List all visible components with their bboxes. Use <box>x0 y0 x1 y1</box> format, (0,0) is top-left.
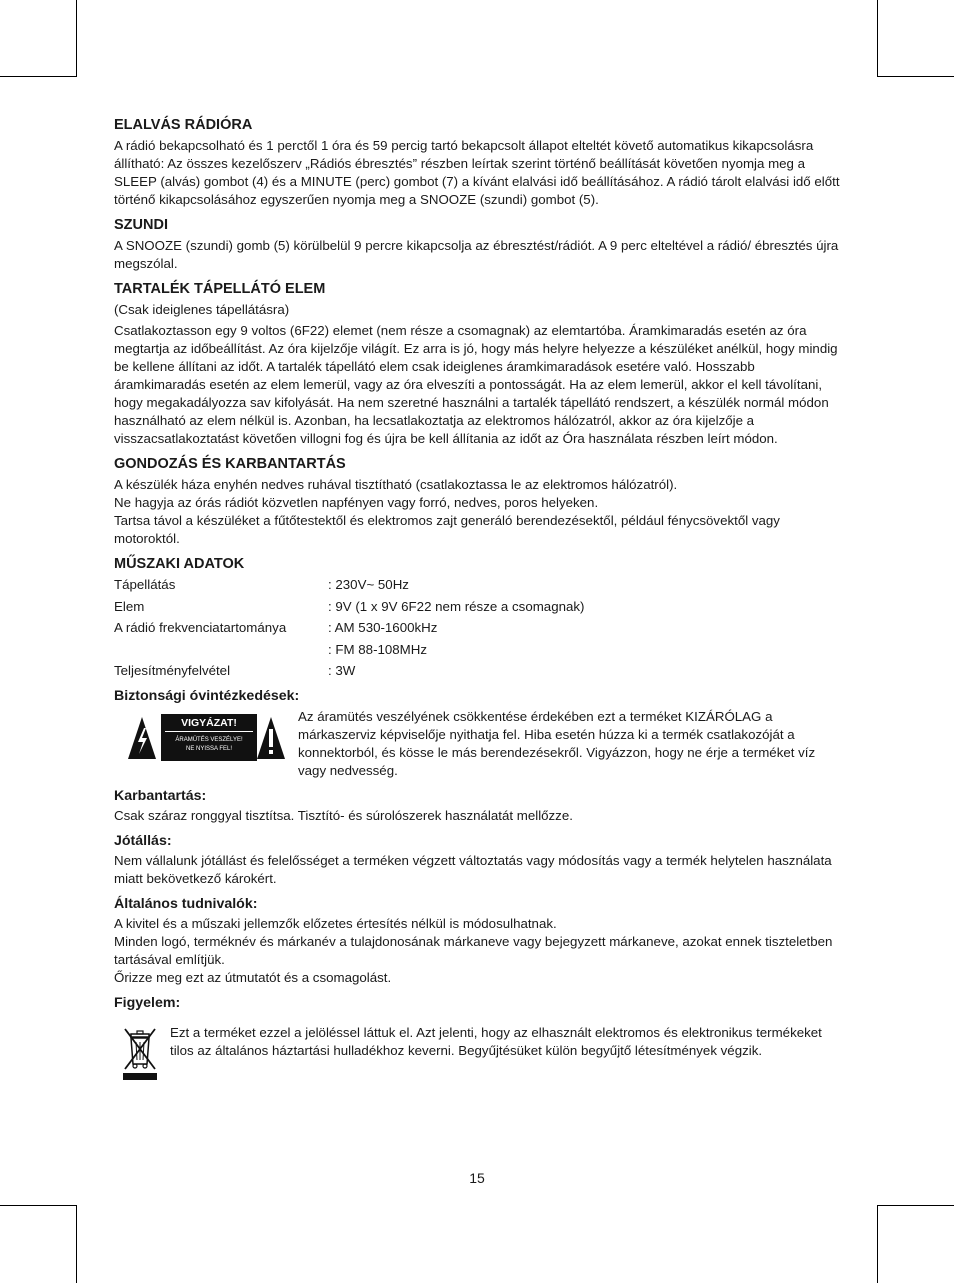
weee-icon-wrap <box>114 1024 170 1085</box>
section-title: TARTALÉK TÁPELLÁTÓ ELEM <box>114 281 326 297</box>
section-title: Jótállás: <box>114 833 172 849</box>
caution-line: NE NYISSA FEL! <box>185 746 233 752</box>
section-title: MŰSZAKI ADATOK <box>114 556 245 572</box>
section-title: ELALVÁS RÁDIÓRA <box>114 117 253 133</box>
section-text: Az áramütés veszélyének csökkentése érdekében ezt a terméket KIZÁRÓLAG a márkaszerviz képviselője nyithatja fel. Hiba esetén húzza ki a termék csatlakozóját a konnektorból, és kösse le más berendezésekről. Vigyázzon, hogy ne érje a terméket víz vagy nedvesség. <box>298 709 816 778</box>
section-line: A készülék háza enyhén nedves ruhával tisztítható (csatlakoztassa le az elektromos hálózatról). <box>114 477 678 492</box>
section-text: Ezt a terméket ezzel a jelöléssel láttuk el. Azt jelenti, hogy az elhasznált elektromos és elektronikus termékeket tilos az általános háztartási hulladékhoz keverni. Begyűjtésüket külön begyűjtő létesítmények végzik. <box>170 1025 822 1058</box>
caution-label-graphic <box>114 714 298 764</box>
section-note: (Csak ideiglenes tápellátásra) <box>114 302 290 317</box>
section-line: Tartsa távol a készüléket a fűtőtestektől és elektromos zajt generáló berendezésektől, például fénycsövektől vagy motoroktól. <box>114 513 780 546</box>
crop-mark <box>877 76 954 77</box>
spec-label: A rádió frekvenciatartománya <box>114 620 287 635</box>
spec-label: Tápellátás <box>114 577 176 592</box>
exclamation-warning-icon <box>256 716 286 760</box>
crop-mark <box>76 0 77 77</box>
crop-mark <box>877 1205 878 1283</box>
lightning-warning-icon <box>127 716 157 760</box>
crossed-bin-icon <box>120 1024 160 1080</box>
section-safety <box>114 687 840 780</box>
section-title: Figyelem: <box>114 995 181 1011</box>
section-care <box>114 455 840 548</box>
crop-mark <box>877 0 878 77</box>
spec-label: Elem <box>114 598 145 614</box>
page-number: 15 <box>469 1170 485 1186</box>
section-title: SZUNDI <box>114 217 168 233</box>
section-snooze <box>114 216 840 273</box>
section-title: Karbantartás: <box>114 788 207 804</box>
section-general <box>114 895 840 987</box>
caution-line: ÁRAMÜTÉS VESZÉLYE! <box>175 737 243 743</box>
spec-table <box>114 576 840 680</box>
crop-mark <box>0 76 77 77</box>
caution-title: VIGYÁZAT! <box>165 717 253 732</box>
spec-label: Teljesítményfelvétel <box>114 663 231 678</box>
section-line: Őrizze meg ezt az útmutatót és a csomagolást. <box>114 970 392 985</box>
crop-mark <box>877 1205 954 1206</box>
section-maintenance <box>114 787 840 825</box>
crop-mark <box>0 1205 77 1206</box>
caution-box <box>161 714 257 761</box>
section-text: A SNOOZE (szundi) gomb (5) körülbelül 9 percre kikapcsolja az ébresztést/rádiót. A 9 perc elteltével a rádió/ ébresztés újra megszólal. <box>114 238 839 271</box>
section-text: Csak száraz ronggyal tisztítsa. Tisztító- és súrolószerek használatát mellőzze. <box>114 808 573 823</box>
section-text: Csatlakoztasson egy 9 voltos (6F22) elemet (nem része a csomagnak) az elemtartóba. Áramkimaradás esetén az óra megtartja az időbeállítást. Az óra kijelzője világít. Ez arra is jó, hogy más helyre helyezze a készüléket anélkül, hogy mindig be kellene állítani az időt. A tartalék tápellátó elem csak ideiglenes áramkimaradások esetére való. Hosszabb áramkimaradás esetén az elem lemerül, vagy az óra elveszíti a pontosságát. Ha az elem lemerül, akkor el kell távolítani, hogy megakadályozza sav kifolyását. Ha nem szeretné használni a tartalék tápellátó rendszert, a készülék normál módon használható az elem nélkül is. Azonban, ha lecsatlakoztatja az elektromos hálózatról, akkor az óra kijelzője a visszacsatlakoztatást követően villogni fog és újra be kell állítania az időt az Óra használata részben leírt módon. <box>114 323 838 446</box>
section-title: GONDOZÁS ÉS KARBANTARTÁS <box>114 456 346 472</box>
spec-value: : FM 88-108MHz <box>328 641 428 657</box>
section-title: Biztonsági óvintézkedések: <box>114 688 300 704</box>
spec-value: : 3W <box>328 663 356 678</box>
section-attention <box>114 994 840 1085</box>
spec-value: : 9V (1 x 9V 6F22 nem része a csomagnak) <box>328 598 585 614</box>
crop-mark <box>76 1205 77 1283</box>
section-sleep <box>114 116 840 209</box>
section-backup-battery <box>114 280 840 448</box>
section-warranty <box>114 832 840 888</box>
spec-value: : 230V~ 50Hz <box>328 577 409 592</box>
section-text: A rádió bekapcsolható és 1 perctől 1 óra és 59 percig tartó bekapcsolt állapot elteltét követő automatikus kikapcsolásra állítható: Az összes kezelőszerv „Rádiós ébresztés” részben leírtak szerint történő beállítását követően nyomja meg a SLEEP (alvás) gombot (4) és a MINUTE (perc) gombot (7) a kívánt elalvási idő beállításához. A rádió tárolt elalvási idő előtt történő kikapcsolásához egyszerűen nyomja meg a SNOOZE (szundi) gombot (5). <box>114 138 840 207</box>
section-line: Minden logó, terméknév és márkanév a tulajdonosának márkaneve vagy bejegyzett márkaneve, azokat ennek tiszteletben tartásával említjük. <box>114 934 833 967</box>
section-line: Ne hagyja az órás rádiót közvetlen napfényen vagy forró, nedves, poros helyeken. <box>114 495 599 510</box>
spec-label <box>114 641 328 659</box>
manual-page-content <box>114 116 840 1092</box>
safety-block <box>114 708 840 780</box>
spec-value: : AM 530-1600kHz <box>328 620 438 635</box>
section-specs <box>114 555 840 680</box>
weee-block <box>114 1024 840 1085</box>
section-line: A kivitel és a műszaki jellemzők előzetes értesítés nélkül is módosulhatnak. <box>114 916 557 931</box>
section-title: Általános tudnivalók: <box>114 896 258 912</box>
section-text: Nem vállalunk jótállást és felelősséget a terméken végzett változtatás vagy módosítás vagy a termék helytelen használata miatt bekövetkező károkért. <box>114 853 832 886</box>
